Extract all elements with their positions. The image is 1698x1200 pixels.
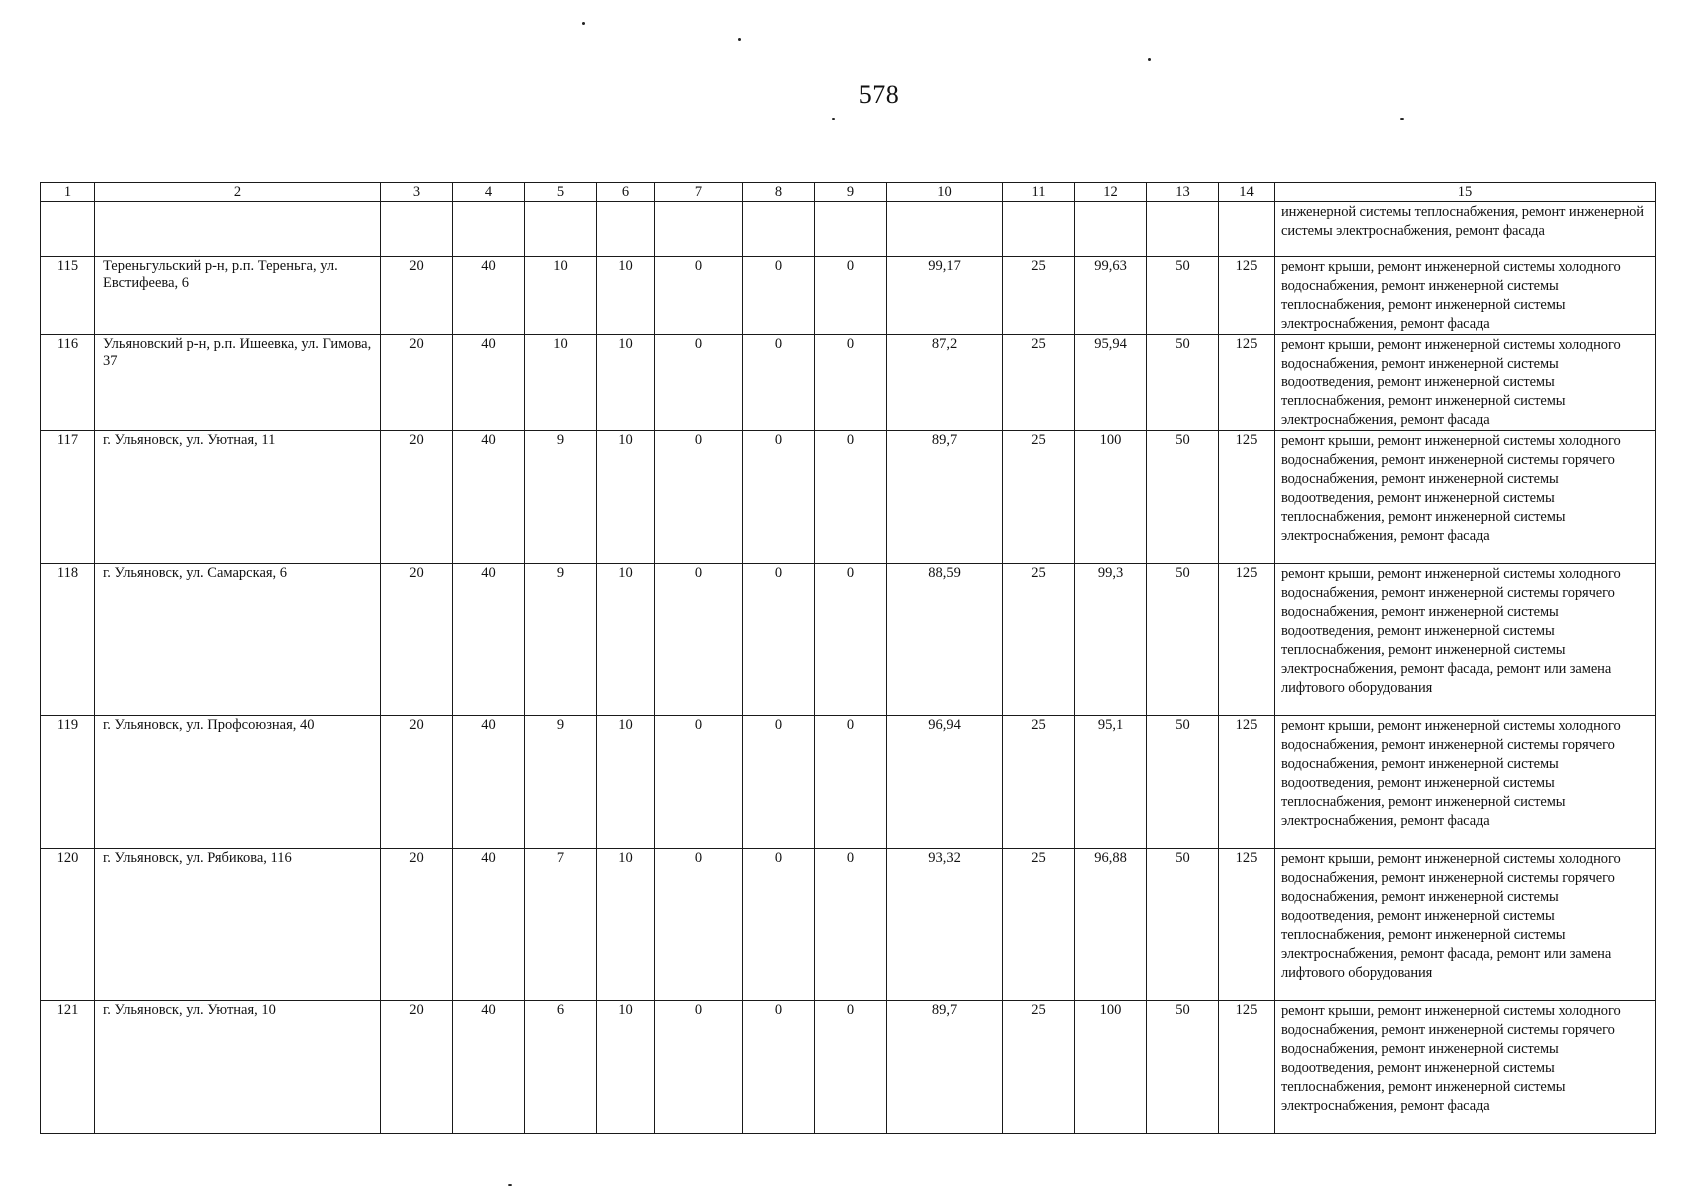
cell-value: 99,17 [887,257,1003,335]
column-header: 4 [453,183,525,202]
cell-value: 0 [815,564,887,716]
column-header: 3 [381,183,453,202]
cell-value: 0 [743,257,815,335]
row-number: 120 [41,849,95,1001]
cell-value: 0 [655,334,743,431]
cell-value: 25 [1003,849,1075,1001]
cell-value: 0 [743,564,815,716]
works-list: ремонт крыши, ремонт инженерной системы холодного водоснабжения, ремонт инженерной системы водоотведения, ремонт инженерной системы теплоснабжения, ремонт инженерной системы электроснабжения, ремонт фасада [1275,334,1656,431]
cell-value: 89,7 [887,431,1003,564]
cell-value: 7 [525,849,597,1001]
address: г. Ульяновск, ул. Рябикова, 116 [95,849,381,1001]
table-row [41,849,1656,1001]
cell-value: 0 [815,1001,887,1134]
scan-speck [738,38,741,41]
cell-value: 10 [597,431,655,564]
works-list: ремонт крыши, ремонт инженерной системы холодного водоснабжения, ремонт инженерной системы теплоснабжения, ремонт инженерной системы электроснабжения, ремонт фасада [1275,257,1656,335]
cell-value: 125 [1219,564,1275,716]
column-header: 1 [41,183,95,202]
cell-value: 50 [1147,257,1219,335]
row-number: 121 [41,1001,95,1134]
cell-value: 20 [381,849,453,1001]
cell-value: 40 [453,716,525,849]
cell-value: 0 [815,716,887,849]
cell-value: 20 [381,716,453,849]
table-row [41,334,1656,431]
cell-value: 50 [1147,431,1219,564]
cell-value: 0 [815,334,887,431]
column-header: 9 [815,183,887,202]
column-header: 13 [1147,183,1219,202]
cell-value: 10 [525,257,597,335]
row-number: 118 [41,564,95,716]
column-header: 5 [525,183,597,202]
table-row [41,257,1656,335]
cell-value: 0 [655,257,743,335]
cell-value: 25 [1003,716,1075,849]
cell-value: 40 [453,334,525,431]
table-row [41,431,1656,564]
cell-value: 0 [655,1001,743,1134]
cell-value: 9 [525,431,597,564]
cell-value: 50 [1147,334,1219,431]
cell-value: 0 [655,849,743,1001]
row-number: 115 [41,257,95,335]
cell-value: 10 [597,257,655,335]
cell-value: 10 [597,1001,655,1134]
cell-value: 50 [1147,849,1219,1001]
row-number: 116 [41,334,95,431]
cell-value: 125 [1219,431,1275,564]
cell-value: 10 [597,564,655,716]
cell-value: 96,94 [887,716,1003,849]
works-list: ремонт крыши, ремонт инженерной системы холодного водоснабжения, ремонт инженерной системы горячего водоснабжения, ремонт инженерной системы водоотведения, ремонт инженерной системы теплоснабжения, ремонт инженерной системы электроснабжения, ремонт фасада [1275,431,1656,564]
cell-value: 25 [1003,1001,1075,1134]
column-number-row [41,183,1656,202]
column-header: 8 [743,183,815,202]
cell-value: 93,32 [887,849,1003,1001]
cell-value: 0 [743,849,815,1001]
address: г. Ульяновск, ул. Самарская, 6 [95,564,381,716]
cell-value: 20 [381,564,453,716]
table-row [41,716,1656,849]
repair-registry-table [40,182,1656,1134]
cell-value: 40 [453,431,525,564]
cell-value: 9 [525,716,597,849]
cell-value: 88,59 [887,564,1003,716]
cell-value: 100 [1075,1001,1147,1134]
scan-speck [1148,58,1151,61]
cell-value: 89,7 [887,1001,1003,1134]
cell-value: 99,3 [1075,564,1147,716]
row-number: 117 [41,431,95,564]
cell-value: 20 [381,334,453,431]
column-header: 12 [1075,183,1147,202]
address: Тереньгульский р-н, р.п. Тереньга, ул. Евстифеева, 6 [95,257,381,335]
cell-value: 100 [1075,431,1147,564]
column-header: 11 [1003,183,1075,202]
cell-value: 40 [453,1001,525,1134]
scan-speck [582,22,585,25]
column-header: 7 [655,183,743,202]
cell-value: 50 [1147,564,1219,716]
column-header: 10 [887,183,1003,202]
works-list: ремонт крыши, ремонт инженерной системы холодного водоснабжения, ремонт инженерной системы горячего водоснабжения, ремонт инженерной системы водоотведения, ремонт инженерной системы теплоснабжения, ремонт инженерной системы электроснабжения, ремонт фасада, ремонт или замена лифтового оборудования [1275,564,1656,716]
cell-value: 20 [381,257,453,335]
column-header: 15 [1275,183,1656,202]
cell-value: 125 [1219,716,1275,849]
column-header: 14 [1219,183,1275,202]
works-list: ремонт крыши, ремонт инженерной системы холодного водоснабжения, ремонт инженерной системы горячего водоснабжения, ремонт инженерной системы водоотведения, ремонт инженерной системы теплоснабжения, ремонт инженерной системы электроснабжения, ремонт фасада [1275,716,1656,849]
cell-value: 0 [655,431,743,564]
cell-value: 40 [453,257,525,335]
cell-value: 40 [453,849,525,1001]
cell-value: 0 [743,334,815,431]
cell-value: 95,94 [1075,334,1147,431]
cell-value: 25 [1003,431,1075,564]
cell-value: 125 [1219,849,1275,1001]
scan-speck [832,118,835,120]
page-number: 578 [858,80,900,109]
cell-value: 50 [1147,1001,1219,1134]
cell-value: 10 [597,716,655,849]
row-number: 119 [41,716,95,849]
scan-speck [1400,118,1404,120]
cell-value: 20 [381,1001,453,1134]
cell-value: 99,63 [1075,257,1147,335]
cell-value: 0 [655,564,743,716]
cell-value: 20 [381,431,453,564]
cell-value: 9 [525,564,597,716]
address: г. Ульяновск, ул. Уютная, 10 [95,1001,381,1134]
column-header: 6 [597,183,655,202]
table-row [41,1001,1656,1134]
cell-value: 25 [1003,564,1075,716]
cell-value: 40 [453,564,525,716]
cell-value: 25 [1003,334,1075,431]
cell-value: 0 [815,431,887,564]
cell-value: 0 [815,257,887,335]
cell-value: 125 [1219,1001,1275,1134]
works-list: ремонт крыши, ремонт инженерной системы холодного водоснабжения, ремонт инженерной системы горячего водоснабжения, ремонт инженерной системы водоотведения, ремонт инженерной системы теплоснабжения, ремонт инженерной системы электроснабжения, ремонт фасада [1275,1001,1656,1134]
cell-value: 10 [525,334,597,431]
works-list: инженерной системы теплоснабжения, ремонт инженерной системы электроснабжения, ремонт фасада [1275,202,1656,257]
cell-value: 10 [597,334,655,431]
cell-value: 50 [1147,716,1219,849]
table-row [41,564,1656,716]
cell-value: 10 [597,849,655,1001]
cell-value: 0 [743,431,815,564]
cell-value: 0 [815,849,887,1001]
cell-value: 96,88 [1075,849,1147,1001]
column-header: 2 [95,183,381,202]
works-list: ремонт крыши, ремонт инженерной системы холодного водоснабжения, ремонт инженерной системы горячего водоснабжения, ремонт инженерной системы водоотведения, ремонт инженерной системы теплоснабжения, ремонт инженерной системы электроснабжения, ремонт фасада, ремонт или замена лифтового оборудования [1275,849,1656,1001]
cell-value: 25 [1003,257,1075,335]
scan-speck [508,1184,512,1186]
cell-value: 125 [1219,334,1275,431]
continuation-row [41,202,1656,257]
cell-value: 0 [743,716,815,849]
cell-value: 125 [1219,257,1275,335]
cell-value: 0 [655,716,743,849]
address: Ульяновский р-н, р.п. Ишеевка, ул. Гимова, 37 [95,334,381,431]
address: г. Ульяновск, ул. Уютная, 11 [95,431,381,564]
cell-value: 95,1 [1075,716,1147,849]
cell-value: 6 [525,1001,597,1134]
address: г. Ульяновск, ул. Профсоюзная, 40 [95,716,381,849]
cell-value: 87,2 [887,334,1003,431]
cell-value: 0 [743,1001,815,1134]
